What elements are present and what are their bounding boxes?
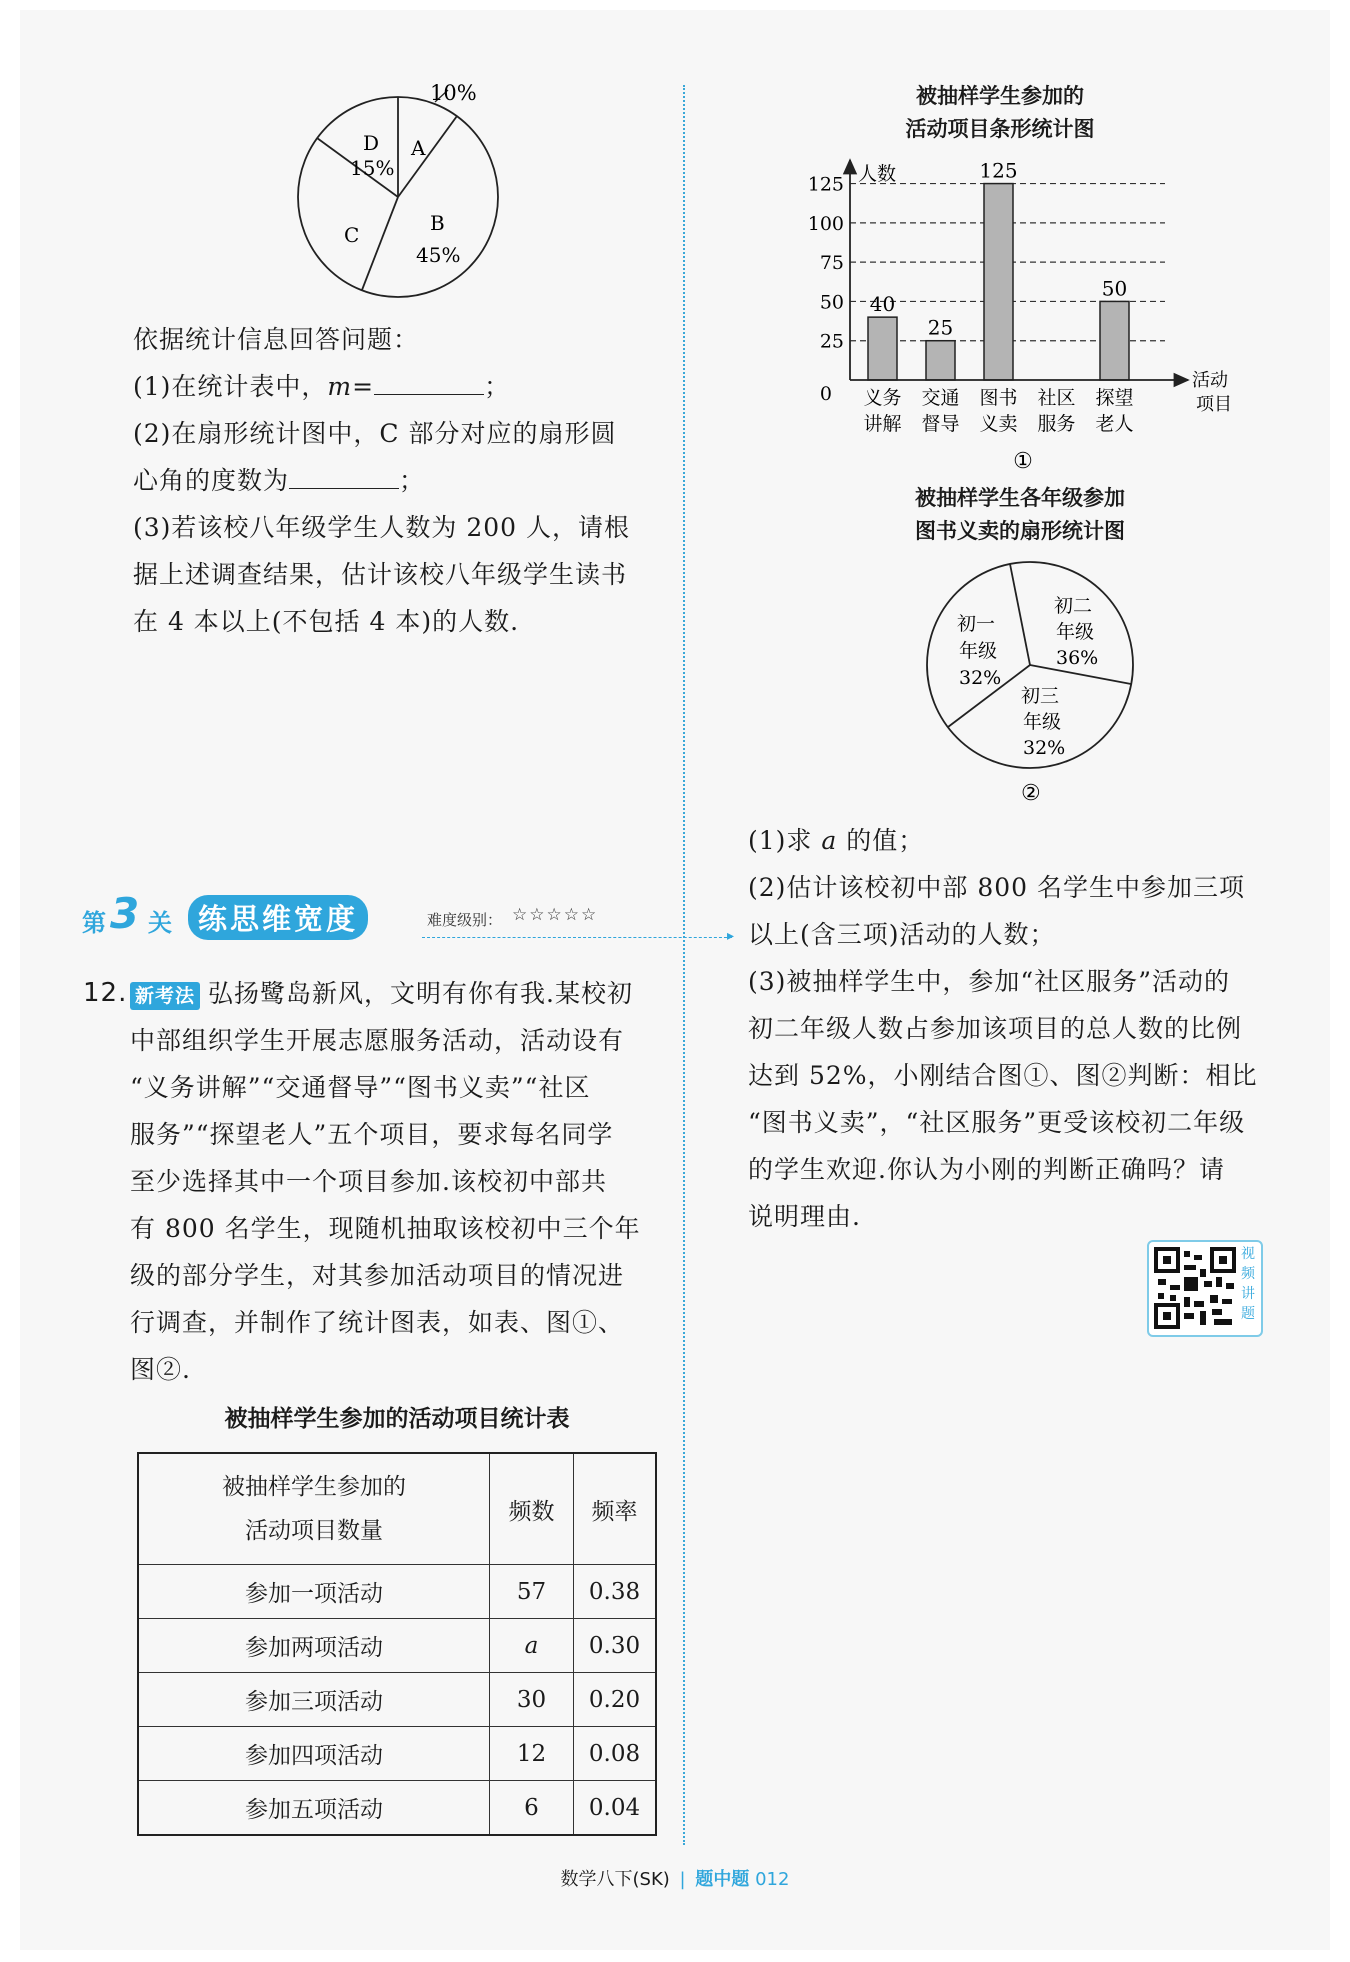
y-tick-label: 125 <box>807 173 844 196</box>
footer-brand: 题中题 <box>695 1869 750 1890</box>
table-row <box>138 1565 656 1619</box>
figure-label-1: ① <box>1013 449 1033 474</box>
x-tick-label: 服务 <box>1037 413 1076 435</box>
problem-line: 行调查，并制作了统计图表，如表、图①、 <box>130 1308 625 1337</box>
right-q2-line1: (2)估计该校初中部 800 名学生中参加三项 <box>748 873 1246 902</box>
difficulty-label: 难度级别： <box>427 911 503 929</box>
stats-table <box>137 1452 657 1836</box>
pie2-slice-label: 初三 <box>1021 685 1060 707</box>
table-header-row <box>138 1453 656 1565</box>
x-axis-label: 项目 <box>1196 394 1232 415</box>
problem-line: 级的部分学生，对其参加活动项目的情况进 <box>130 1261 625 1290</box>
right-q2-line2: 以上(含三项)活动的人数； <box>748 920 1056 949</box>
left-q3-line1: (3)若该校八年级学生人数为 200 人，请根 <box>133 513 631 542</box>
pie2-divider <box>1010 564 1030 665</box>
problem-line: 有 800 名学生，现随机抽取该校初中三个年 <box>130 1214 641 1243</box>
row-freq: 6 <box>490 1781 574 1836</box>
left-q3-line3: 在 4 本以上(不包括 4 本)的人数. <box>133 607 520 636</box>
difficulty-stars: ☆☆☆☆☆ <box>512 905 599 925</box>
row-rate: 0.20 <box>574 1673 657 1727</box>
footer-separator: | <box>679 1869 686 1890</box>
bar <box>984 184 1013 380</box>
bar-value-label: 25 <box>927 315 954 340</box>
row-rate: 0.38 <box>574 1565 657 1619</box>
left-question-block <box>133 316 630 645</box>
pie-chart-grades <box>915 560 1145 820</box>
pie2-title-line: 被抽样学生各年级参加 <box>915 486 1125 510</box>
bar-value-label: 40 <box>869 292 896 317</box>
q1-text: (1)求 <box>748 826 822 855</box>
row-label: 参加一项活动 <box>138 1565 490 1619</box>
pie2-slice-value: 36% <box>1056 647 1099 669</box>
problem-line: 图②. <box>130 1355 191 1384</box>
origin-label: 0 <box>819 383 832 405</box>
row-freq: 12 <box>490 1727 574 1781</box>
q1-text: 的值； <box>837 826 925 855</box>
right-q3-line2: 初二年级人数占参加该项目的总人数的比例 <box>748 1014 1243 1043</box>
pie2-slice-value: 32% <box>959 667 1002 689</box>
q1-var: m <box>327 372 353 401</box>
new-exam-tag: 新考法 <box>130 982 200 1010</box>
y-axis-label: 人数 <box>858 163 897 185</box>
pie2-slice-label: 年级 <box>1023 711 1062 733</box>
q1-text: (1)在统计表中， <box>133 372 328 401</box>
header-line: 活动项目数量 <box>245 1518 383 1544</box>
problem-line-text: 弘扬鹭岛新风，文明有你有我.某校初 <box>208 979 633 1008</box>
pie2-slice-label: 年级 <box>1056 621 1095 643</box>
y-tick-label: 75 <box>819 252 844 275</box>
q1-var: a <box>821 826 838 855</box>
bar-title-line: 活动项目条形统计图 <box>905 117 1095 141</box>
right-q3-line3: 达到 52%，小刚结合图①、图②判断：相比 <box>748 1061 1258 1090</box>
row-rate: 0.04 <box>574 1781 657 1836</box>
y-tick-label: 50 <box>819 291 844 314</box>
row-rate: 0.08 <box>574 1727 657 1781</box>
answer-blank-q1[interactable] <box>374 372 484 395</box>
right-q1 <box>748 817 1298 864</box>
pie-label-d-percent: 15% <box>350 156 395 180</box>
section-suffix: 关 <box>148 909 172 937</box>
pie-divider <box>398 116 457 197</box>
x-axis-label: 活动 <box>1192 370 1228 391</box>
right-q3-line4: “图书义卖”，“社区服务”更受该校初二年级 <box>748 1108 1246 1137</box>
x-tick-label: 交通 <box>921 387 960 409</box>
footer-subject: 数学八下(SK) <box>560 1869 670 1890</box>
row-freq: 30 <box>490 1673 574 1727</box>
qr-code-card[interactable] <box>1147 1240 1263 1337</box>
pie-label-b: B <box>430 211 445 235</box>
header-activity-count <box>138 1453 490 1565</box>
q1-end: ； <box>484 372 511 401</box>
row-freq: 57 <box>490 1565 574 1619</box>
right-q3-line1: (3)被抽样学生中，参加“社区服务”活动的 <box>748 967 1230 996</box>
y-tick-label: 25 <box>819 330 844 353</box>
problem-line: “义务讲解”“交通督导”“图书义卖”“社区 <box>130 1073 591 1102</box>
bar <box>868 317 897 380</box>
x-tick-label: 老人 <box>1095 413 1134 435</box>
table-row <box>138 1781 656 1836</box>
pie2-title <box>800 482 1240 548</box>
figure-label-2: ② <box>1021 781 1041 806</box>
qr-code-icon <box>1154 1247 1236 1329</box>
pie-label-a-percent: 10% <box>430 81 477 105</box>
problem-line: 中部组织学生开展志愿服务活动，活动设有 <box>130 1026 625 1055</box>
left-intro: 依据统计信息回答问题： <box>133 325 420 354</box>
section-header <box>82 889 735 945</box>
problem-line <box>130 970 670 1017</box>
q2-end: ； <box>399 466 426 495</box>
header-frequency: 频数 <box>490 1453 574 1565</box>
problem-number: 12. <box>83 978 128 1008</box>
q2-text: 心角的度数为 <box>133 466 290 495</box>
section-title: 练思维宽度 <box>188 895 368 940</box>
left-q2-line1: (2)在扇形统计图中，C 部分对应的扇形圆 <box>133 419 617 448</box>
page-number: 012 <box>755 1869 790 1890</box>
column-divider <box>683 85 685 1845</box>
pie2-slice-label: 初二 <box>1054 595 1093 617</box>
bar-chart-title <box>770 80 1230 146</box>
row-label: 参加两项活动 <box>138 1619 490 1673</box>
left-q1 <box>133 363 630 410</box>
bar-chart <box>790 150 1250 480</box>
table-title: 被抽样学生参加的活动项目统计表 <box>224 1406 570 1432</box>
pie-divider <box>362 197 398 290</box>
row-label: 参加五项活动 <box>138 1781 490 1836</box>
pie2-slice-value: 32% <box>1023 737 1066 759</box>
x-tick-label: 义务 <box>863 387 902 409</box>
pie-label-a: A <box>411 136 426 160</box>
x-tick-label: 义卖 <box>979 413 1018 435</box>
pie-label-b-percent: 45% <box>416 243 461 267</box>
right-question-block <box>748 817 1298 1240</box>
section-prefix: 第 <box>82 909 106 937</box>
header-rate: 频率 <box>574 1453 657 1565</box>
table-row <box>138 1673 656 1727</box>
problem-line: 至少选择其中一个项目参加.该校初中部共 <box>130 1167 607 1196</box>
x-tick-label: 探望 <box>1095 387 1134 409</box>
arrow-icon: ▸ <box>727 928 735 944</box>
section-underline <box>422 937 732 938</box>
table-row <box>138 1619 656 1673</box>
x-tick-label: 讲解 <box>863 413 902 435</box>
table-row <box>138 1727 656 1781</box>
bar-value-label: 50 <box>1101 276 1128 301</box>
bar <box>1100 301 1129 380</box>
pie2-title-line: 图书义卖的扇形统计图 <box>915 519 1125 543</box>
qr-side-label: 视频讲题 <box>1241 1246 1255 1322</box>
pie2-slice-label: 初一 <box>957 613 996 635</box>
pie-label-d: D <box>363 131 380 155</box>
problem-line: 服务”“探望老人”五个项目，要求每名同学 <box>130 1120 614 1149</box>
left-q2-line2 <box>133 457 630 504</box>
x-tick-label: 督导 <box>921 413 960 435</box>
problem-text <box>130 970 670 1393</box>
x-tick-label: 社区 <box>1037 387 1076 409</box>
row-freq: a <box>490 1619 574 1673</box>
answer-blank-q2[interactable] <box>289 466 399 489</box>
footer <box>0 1865 1350 1891</box>
header-line: 被抽样学生参加的 <box>222 1474 406 1500</box>
y-tick-label: 100 <box>807 212 844 235</box>
bar-value-label: 125 <box>979 158 1018 183</box>
right-q3-line6: 说明理由. <box>748 1202 861 1231</box>
section-number: 3 <box>110 889 140 938</box>
x-tick-label: 图书 <box>979 387 1018 409</box>
row-label: 参加四项活动 <box>138 1727 490 1781</box>
pie-label-c: C <box>344 223 360 247</box>
bar <box>926 341 955 380</box>
left-q3-line2: 据上述调查结果，估计该校八年级学生读书 <box>133 560 628 589</box>
q1-eq: = <box>352 372 375 401</box>
pie2-slice-label: 年级 <box>959 640 998 662</box>
pie-chart-abcd <box>290 80 530 305</box>
bar-title-line: 被抽样学生参加的 <box>916 84 1084 108</box>
row-rate: 0.30 <box>574 1619 657 1673</box>
right-q3-line5: 的学生欢迎.你认为小刚的判断正确吗？请 <box>748 1155 1225 1184</box>
row-label: 参加三项活动 <box>138 1673 490 1727</box>
